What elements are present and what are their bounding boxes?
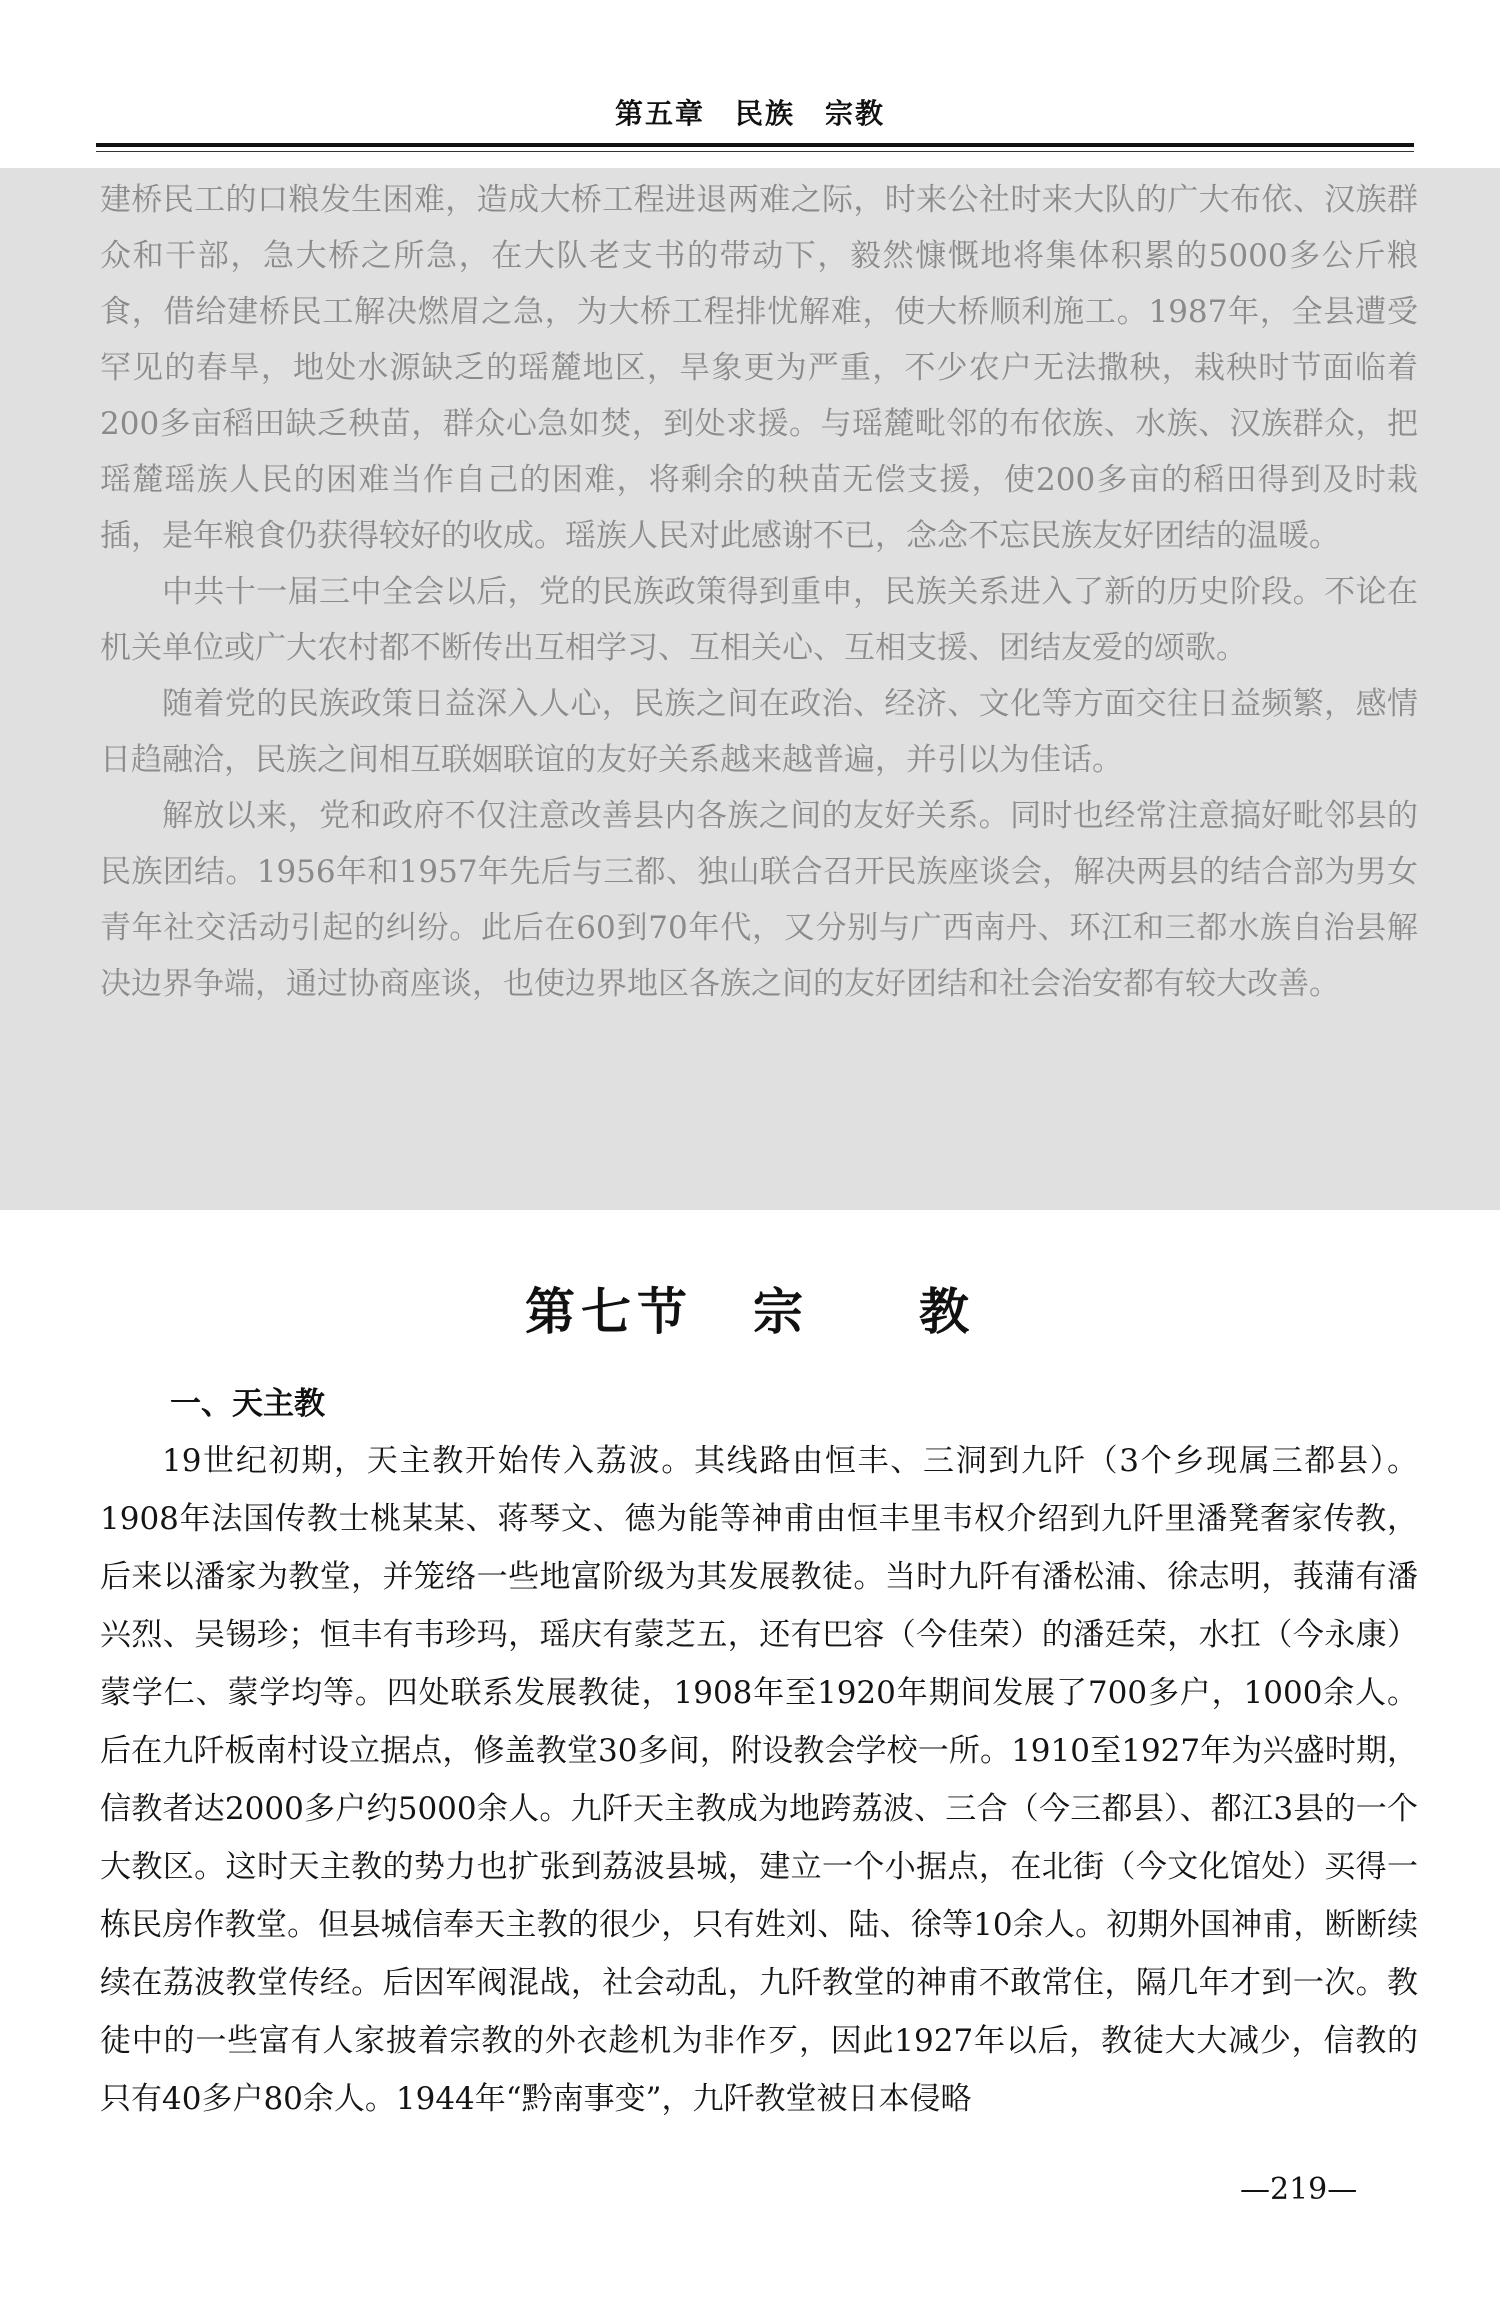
shaded-paragraph-1: 建桥民工的口粮发生困难，造成大桥工程进退两难之际，时来公社时来大队的广大布依、汉族群众和干部，急大桥之所急，在大队老支书的带动下，毅然慷慨地将集体积累的5000多公斤粮食，借给建桥民工解决燃眉之急，为大桥工程排忧解难，使大桥顺利施工。1987年，全县遭受罕见的春旱，地处水源缺乏的瑶麓地区，旱象更为严重，不少农户无法撒秧，栽秧时节面临着200多亩稻田缺乏秧苗，群众心急如焚，到处求援。与瑶麓毗邻的布依族、水族、汉族群众，把瑶麓瑶族人民的困难当作自己的困难，将剩余的秧苗无偿支援，使200多亩的稻田得到及时栽插，是年粮食仍获得较好的收成。瑶族人民对此感谢不已，念念不忘民族友好团结的温暖。 bbox=[100, 182, 1418, 554]
section-title-word-1: 宗 bbox=[753, 1282, 809, 1341]
header-rule-thin bbox=[96, 151, 1414, 152]
body-paragraph: 19世纪初期，天主教开始传入荔波。其线路由恒丰、三洞到九阡（3个乡现属三都县）。1908年法国传教士桃某某、蒋琴文、德为能等神甫由恒丰里韦权介绍到九阡里潘凳奢家传教，后来以潘家为教堂，并笼络一些地富阶级为其发展教徒。当时九阡有潘松浦、徐志明，莪蒲有潘兴烈、吴锡珍；恒丰有韦珍玛，瑶庆有蒙芝五，还有巴容（今佳荣）的潘廷荣，水扛（今永康）蒙学仁、蒙学均等。四处联系发展教徒，1908年至1920年期间发展了700多户，1000余人。后在九阡板南村设立据点，修盖教堂30多间，附设教会学校一所。1910至1927年为兴盛时期，信教者达2000多户约5000余人。九阡天主教成为地跨荔波、三合（今三都县）、都江3县的一个大教区。这时天主教的势力也扩张到荔波县城，建立一个小据点，在北街（今文化馆处）买得一栋民房作教堂。但县城信奉天主教的很少，只有姓刘、陆、徐等10余人。初期外国神甫，断断续续在荔波教堂传经。后因军阀混战，社会动乱，九阡教堂的神甫不敢常住，隔几年才到一次。教徒中的一些富有人家披着宗教的外衣趁机为非作歹，因此1927年以后，教徒大大减少，信教的只有40多户80余人。1944年“黔南事变”，九阡教堂被日本侵略 bbox=[100, 1443, 1418, 2117]
shaded-paragraph-4: 解放以来，党和政府不仅注意改善县内各族之间的友好关系。同时也经常注意搞好毗邻县的民族团结。1956年和1957年先后与三都、独山联合召开民族座谈会，解决两县的结合部为男女青年社交活动引起的纠纷。此后在60到70年代，又分别与广西南丹、环江和三都水族自治县解决边界争端，通过协商座谈，也使边界地区各族之间的友好团结和社会治安都有较大改善。 bbox=[100, 798, 1418, 1002]
body-text-block bbox=[100, 1432, 1418, 2128]
shaded-paragraph-2: 中共十一届三中全会以后，党的民族政策得到重申，民族关系进入了新的历史阶段。不论在机关单位或广大农村都不断传出互相学习、互相关心、互相支援、团结友爱的颂歌。 bbox=[100, 574, 1418, 666]
section-title-number: 第七节 bbox=[525, 1282, 693, 1341]
section-title-word-2: 教 bbox=[919, 1282, 975, 1341]
shaded-text-block bbox=[100, 172, 1418, 1012]
chapter-header: 第五章 民族 宗教 bbox=[614, 97, 885, 130]
subsection-heading: 一、天主教 bbox=[170, 1386, 325, 1422]
shaded-paragraph-3: 随着党的民族政策日益深入人心，民族之间在政治、经济、文化等方面交往日益频繁，感情日趋融洽，民族之间相互联姻联谊的友好关系越来越普遍，并引以为佳话。 bbox=[100, 686, 1418, 778]
section-title bbox=[0, 1272, 1500, 1344]
header-rule-thick bbox=[96, 143, 1414, 147]
page-number: —219— bbox=[1240, 2172, 1358, 2207]
